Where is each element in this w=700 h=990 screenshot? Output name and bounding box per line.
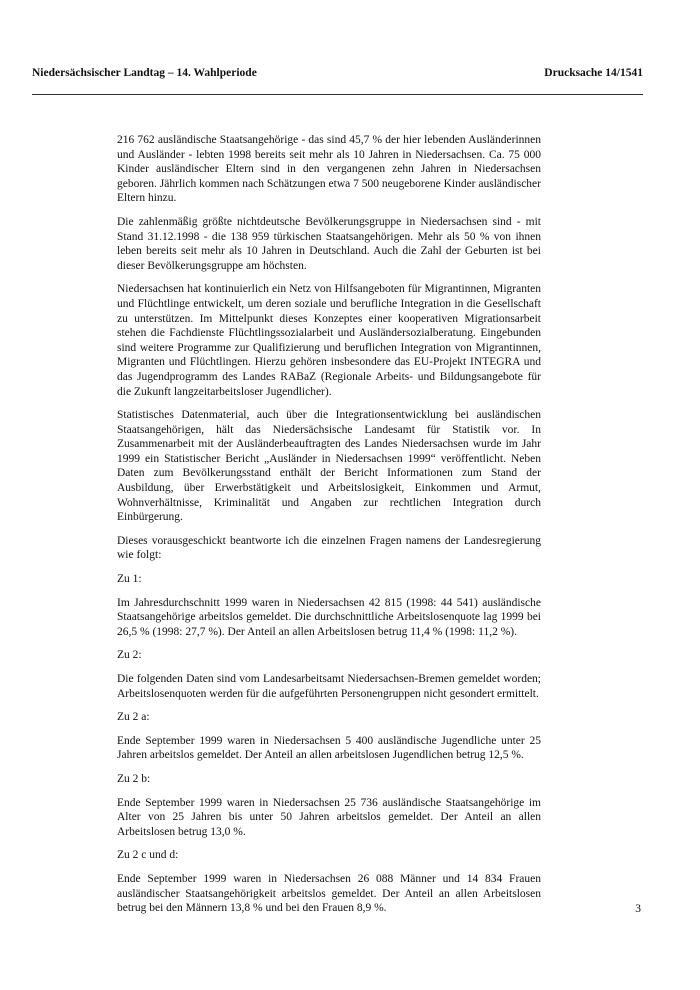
header-divider: [32, 94, 643, 95]
section-heading: Zu 2 b:: [117, 772, 151, 785]
parliament-title: Niedersächsischer Landtag – 14. Wahlperiode: [32, 67, 257, 79]
document-body: [117, 133, 541, 925]
section-heading: Zu 2:: [117, 649, 142, 662]
page-header: [32, 67, 643, 85]
page-number: 3: [635, 903, 641, 915]
paragraph: Dieses vorausgeschickt beantworte ich die einzelnen Fragen namens der Landesregierung wie folgt:: [117, 534, 541, 562]
section-heading: Zu 2 c und d:: [117, 849, 179, 862]
section-heading: Zu 1:: [117, 573, 142, 586]
section-heading: Zu 2 a:: [117, 711, 150, 724]
paragraph: Statistisches Datenmaterial, auch über die Integrationsentwicklung bei ausländischen Staatsangehörigen, hält das Niedersächsische Landesamt für Statistik vor. In Zusammenarbeit mit der Ausländerbeauftragten des Landes Niedersachsen wurde im Jahr 1999 ein Statistischer Bericht „Ausländer in Niedersachsen 1999“ veröffentlicht. Neben Daten zum Bevölkerungsstand enthält der Bericht Informationen zum Stand der Ausbildung, über Erwerbstätigkeit und Arbeitslosigkeit, Einkommen und Armut, Wohnverhältnisse, Kriminalität und Angaben zur rechtlichen Integration durch Einbürgerung.: [117, 409, 541, 524]
paragraph: Niedersachsen hat kontinuierlich ein Netz von Hilfsangeboten für Migrantinnen, Migranten und Flüchtlinge entwickelt, um deren soziale und berufliche Integration in die Gesellschaft zu unterstützen. Im Mittelpunkt dieses Konzeptes einer kooperativen Migrationsarbeit stehen die Fachdienste Flüchtlingssozialarbeit und Ausländersozialberatung. Eingebunden sind weitere Programme zur Qualifizierung und beruflichen Integration von Migrantinnen, Migranten und Flüchtlingen. Hierzu gehören insbesondere das EU-Projekt INTEGRA und das Jugendprogramm des Landes RABaZ (Regionale Arbeits- und Bildungsangebote für die Zukunft langzeitarbeitsloser Jugendlicher).: [117, 283, 541, 398]
paragraph: Die folgenden Daten sind vom Landesarbeitsamt Niedersachsen-Bremen gemeldet worden; Arbeitslosenquoten werden für die aufgeführten Personengruppen nicht gesondert ermittelt.: [117, 673, 541, 700]
paragraph: Ende September 1999 waren in Niedersachsen 25 736 ausländische Staatsangehörige im Alter von 25 Jahren bis unter 50 Jahren arbeitslos gemeldet. Der Anteil an allen Arbeitslosen betrug 13,0 %.: [117, 796, 541, 838]
paragraph: Ende September 1999 waren in Niedersachsen 26 088 Männer und 14 834 Frauen ausländischer Staatsangehörigkeit arbeitslos gemeldet. Der Anteil an allen Arbeitslosen betrug bei den Männern 13,8 % und bei den Frauen 8,9 %.: [117, 872, 541, 915]
paragraph: Die zahlenmäßig größte nichtdeutsche Bevölkerungsgruppe in Niedersachsen sind - mit Stand 31.12.1998 - die 138 959 türkischen Staatsangehörigen. Mehr als 50 % von ihnen leben bereits seit mehr als 10 Jahren in Deutschland. Auch die Zahl der Geburten ist bei dieser Bevölkerungsgruppe am höchsten.: [117, 215, 541, 272]
document-number: Drucksache 14/1541: [544, 67, 643, 79]
paragraph: 216 762 ausländische Staatsangehörige - das sind 45,7 % der hier lebenden Ausländerinnen und Ausländer - lebten 1998 bereits seit mehr als 10 Jahren in Niedersachsen. Ca. 75 000 Kinder ausländischer Eltern sind in den vergangenen zehn Jahren in Niedersachsen geboren. Jährlich kommen nach Schätzungen etwa 7 500 neugeborene Kinder ausländischer Eltern hinzu.: [117, 134, 541, 205]
paragraph: Im Jahresdurchschnitt 1999 waren in Niedersachsen 42 815 (1998: 44 541) ausländische Staatsangehörige arbeitslos gemeldet. Die durchschnittliche Arbeitslosenquote lag 1999 bei 26,5 % (1998: 27,7 %). Der Anteil an allen Arbeitslosen betrug 11,4 % (1998: 11,2 %).: [117, 596, 541, 638]
paragraph: Ende September 1999 waren in Niedersachsen 5 400 ausländische Jugendliche unter 25 Jahren arbeitslos gemeldet. Der Anteil an allen arbeitslosen Jugendlichen betrug 12,5 %.: [117, 734, 541, 762]
